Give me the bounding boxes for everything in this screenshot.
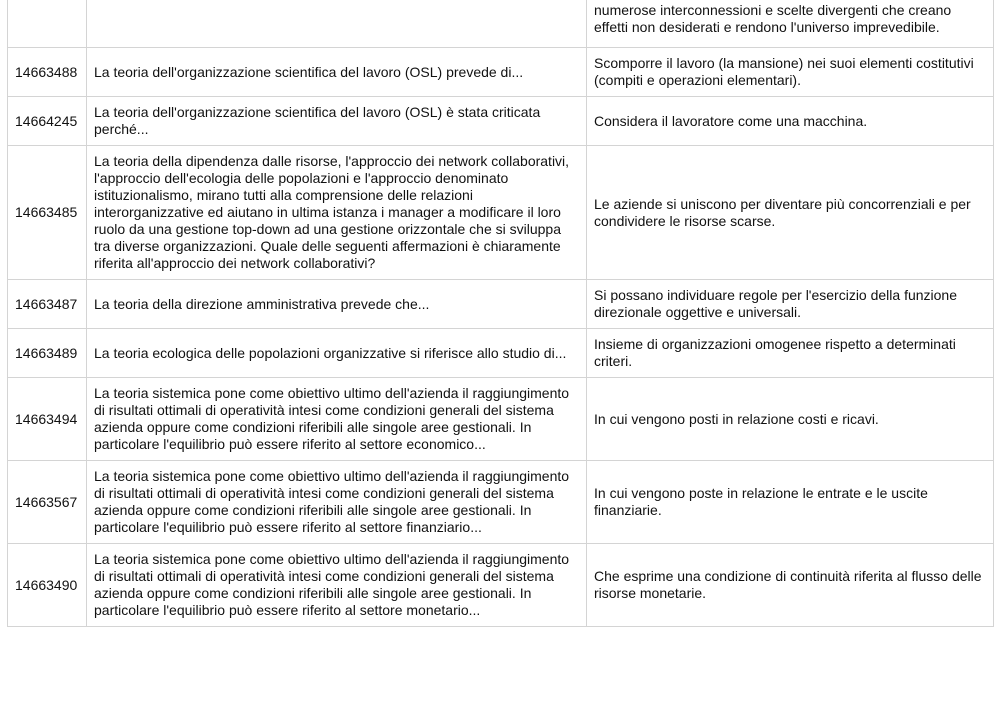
table-row (8, 48, 994, 97)
row-question: La teoria sistemica pone come obiettivo ultimo dell'azienda il raggiungimento di risultati ottimali di operatività intesi come condizioni generali del sistema azienda oppure come condizioni riferibili alle singole aree gestionali. In particolare l'equilibrio può essere riferito al settore finanziario... (87, 461, 587, 544)
table-row (8, 97, 994, 146)
row-id: 14663487 (8, 280, 87, 329)
row-question: La teoria della dipendenza dalle risorse, l'approccio dei network collaborativi, l'approccio dell'ecologia delle popolazioni e l'approccio denominato istituzionalismo, mirano tutti alla comprensione delle relazioni interorganizzative ed aiutano in ultima istanza i manager a modificare il loro ruolo da una gestione top-down ad una gestione orizzontale che si sviluppa tra diverse organizzazioni. Quale delle seguenti affermazioni è chiaramente riferita all'approccio dei network collaborativi? (87, 146, 587, 280)
row-id: 14663490 (8, 544, 87, 627)
row-question: La teoria ecologica delle popolazioni organizzative si riferisce allo studio di... (87, 329, 587, 378)
row-question: La teoria sistemica pone come obiettivo ultimo dell'azienda il raggiungimento di risultati ottimali di operatività intesi come condizioni generali del sistema azienda oppure come condizioni riferibili alle singole aree gestionali. In particolare l'equilibrio può essere riferito al settore economico... (87, 378, 587, 461)
row-answer: Si possano individuare regole per l'esercizio della funzione direzionale oggettive e universali. (587, 280, 994, 329)
row-id (8, 0, 87, 48)
row-answer: In cui vengono poste in relazione le entrate e le uscite finanziarie. (587, 461, 994, 544)
table-row (8, 280, 994, 329)
table-row (8, 461, 994, 544)
table-row (8, 146, 994, 280)
row-answer: Che esprime una condizione di continuità riferita al flusso delle risorse monetarie. (587, 544, 994, 627)
table-row (8, 544, 994, 627)
row-id: 14663567 (8, 461, 87, 544)
row-id: 14663489 (8, 329, 87, 378)
row-id: 14663494 (8, 378, 87, 461)
row-question: La teoria dell'organizzazione scientifica del lavoro (OSL) è stata criticata perché... (87, 97, 587, 146)
row-id: 14663488 (8, 48, 87, 97)
row-answer: numerose interconnessioni e scelte divergenti che creano effetti non desiderati e rendono l'universo imprevedibile. (587, 0, 994, 48)
row-question: La teoria della direzione amministrativa prevede che... (87, 280, 587, 329)
row-question (87, 0, 587, 48)
row-id: 14663485 (8, 146, 87, 280)
table-row (8, 378, 994, 461)
row-question: La teoria sistemica pone come obiettivo ultimo dell'azienda il raggiungimento di risultati ottimali di operatività intesi come condizioni generali del sistema azienda oppure come condizioni riferibili alle singole aree gestionali. In particolare l'equilibrio può essere riferito al settore monetario... (87, 544, 587, 627)
row-answer: Scomporre il lavoro (la mansione) nei suoi elementi costitutivi (compiti e operazioni elementari). (587, 48, 994, 97)
row-answer: Le aziende si uniscono per diventare più concorrenziali e per condividere le risorse scarse. (587, 146, 994, 280)
row-answer: Considera il lavoratore come una macchina. (587, 97, 994, 146)
row-answer: Insieme di organizzazioni omogenee rispetto a determinati criteri. (587, 329, 994, 378)
table-row (8, 329, 994, 378)
row-question: La teoria dell'organizzazione scientifica del lavoro (OSL) prevede di... (87, 48, 587, 97)
row-answer: In cui vengono posti in relazione costi e ricavi. (587, 378, 994, 461)
table-row (8, 0, 994, 48)
qa-table (7, 0, 994, 627)
row-id: 14664245 (8, 97, 87, 146)
